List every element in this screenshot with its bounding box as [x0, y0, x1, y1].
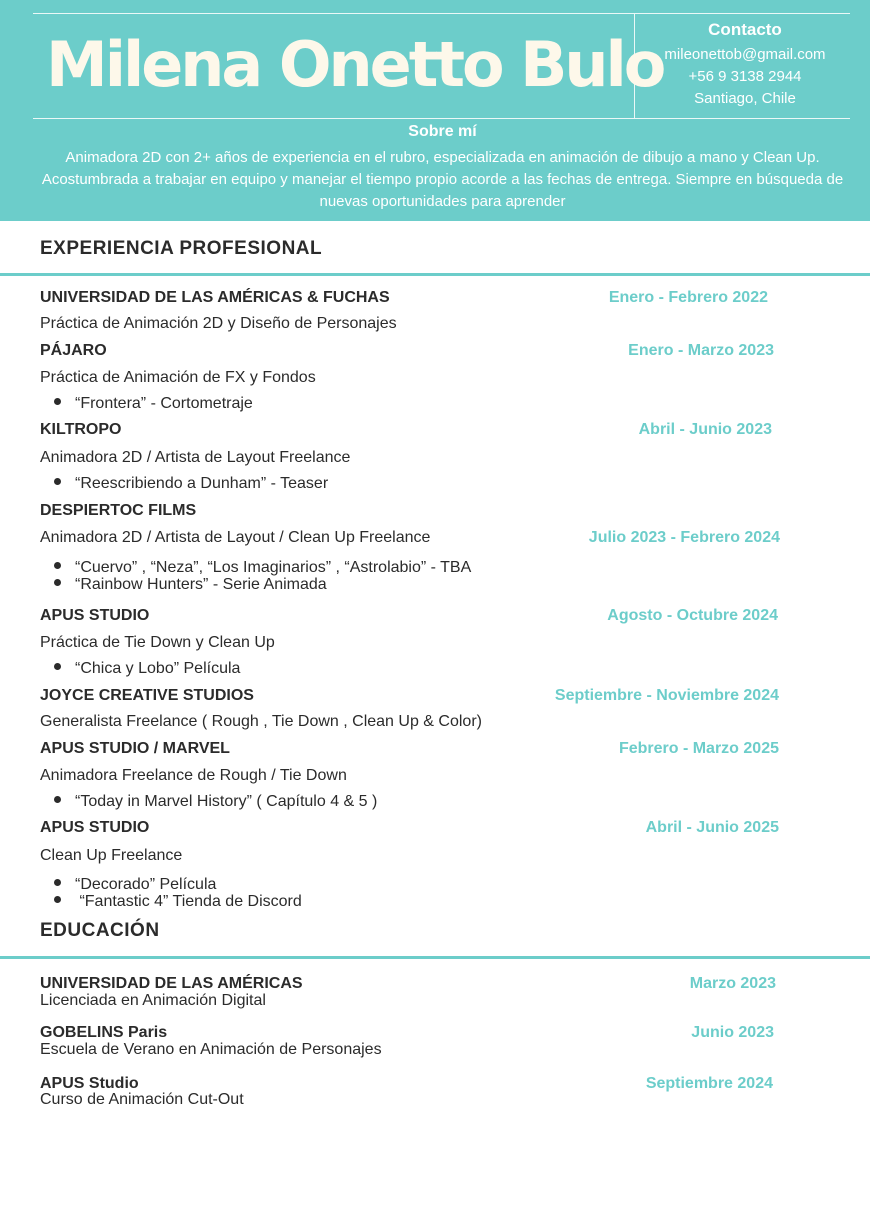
experience-company: APUS STUDIO — [40, 607, 150, 624]
contact-location: Santiago, Chile — [694, 90, 796, 107]
experience-company: JOYCE CREATIVE STUDIOS — [40, 687, 254, 704]
experience-role: Clean Up Freelance — [40, 847, 183, 864]
experience-bullet: “Fantastic 4” Tienda de Discord — [54, 893, 302, 911]
experience-title: EXPERIENCIA PROFESIONAL — [40, 238, 323, 259]
education-date: Junio 2023 — [691, 1024, 774, 1041]
experience-date: Febrero - Marzo 2025 — [618, 740, 779, 757]
experience-role: Animadora 2D / Artista de Layout / Clean Up Freelance — [40, 529, 431, 546]
experience-date: Septiembre - Noviembre 2024 — [554, 687, 779, 704]
education-school: UNIVERSIDAD DE LAS AMÉRICAS — [40, 975, 303, 992]
person-name: Milena Onetto Bulo — [46, 28, 664, 101]
experience-rule — [0, 273, 870, 276]
experience-role: Animadora Freelance de Rough / Tie Down — [40, 767, 347, 784]
experience-bullet: “Cuervo” , “Neza”, “Los Imaginarios” , “Astrolabio” - TBA — [54, 559, 471, 577]
experience-date: Agosto - Octubre 2024 — [607, 607, 778, 624]
education-title: EDUCACIÓN — [40, 920, 160, 941]
experience-company: PÁJARO — [40, 342, 107, 359]
contact-phone[interactable]: +56 9 3138 2944 — [688, 68, 802, 85]
education-degree: Licenciada en Animación Digital — [40, 992, 266, 1009]
header-top-rule — [33, 13, 850, 14]
experience-bullet: “Frontera” - Cortometraje — [54, 395, 253, 413]
experience-company: DESPIERTOC FILMS — [40, 502, 197, 519]
experience-company: KILTROPO — [40, 421, 122, 438]
experience-role: Práctica de Animación de FX y Fondos — [40, 369, 316, 386]
education-school: APUS Studio — [40, 1075, 139, 1092]
education-degree: Curso de Animación Cut-Out — [40, 1091, 244, 1108]
experience-bullet: “Today in Marvel History” ( Capítulo 4 & 5 ) — [54, 793, 377, 811]
experience-bullet: “Reescribiendo a Dunham” - Teaser — [54, 475, 328, 493]
experience-company: APUS STUDIO / MARVEL — [40, 740, 230, 757]
about-text: Animadora 2D con 2+ años de experiencia en el rubro, especializada en animación de dibujo a mano y Clean Up. Acostumbrada a trabajar en equipo y manejar el tiempo propio acorde a las fechas de entrega. Siempre en búsqueda de nuevas oportunidades para aprender — [41, 149, 844, 210]
contact-title: Contacto — [708, 20, 782, 39]
about-block — [40, 123, 845, 213]
education-school: GOBELINS Paris — [40, 1024, 168, 1041]
experience-role: Práctica de Animación 2D y Diseño de Personajes — [40, 315, 397, 332]
experience-role: Generalista Freelance ( Rough , Tie Down , Clean Up & Color) — [40, 713, 482, 730]
education-rule — [0, 956, 870, 959]
experience-date: Enero - Marzo 2023 — [628, 342, 774, 359]
experience-date: Julio 2023 - Febrero 2024 — [588, 529, 780, 546]
experience-company: APUS STUDIO — [40, 819, 150, 836]
experience-date: Abril - Junio 2023 — [638, 421, 772, 438]
experience-bullet: “Decorado” Película — [54, 876, 216, 894]
education-date: Marzo 2023 — [689, 975, 776, 992]
header-banner — [0, 0, 870, 221]
experience-role: Animadora 2D / Artista de Layout Freelance — [40, 449, 351, 466]
experience-bullet: “Chica y Lobo” Película — [54, 660, 240, 678]
contact-block — [640, 20, 850, 110]
experience-date: Abril - Junio 2025 — [645, 819, 779, 836]
contact-email[interactable]: mileonettob@gmail.com — [664, 46, 826, 63]
education-date: Septiembre 2024 — [645, 1075, 773, 1092]
experience-date: Enero - Febrero 2022 — [608, 289, 768, 306]
about-title: Sobre mí — [408, 123, 477, 140]
experience-bullet: “Rainbow Hunters” - Serie Animada — [54, 576, 327, 594]
header-mid-rule — [33, 118, 850, 119]
education-degree: Escuela de Verano en Animación de Personajes — [40, 1041, 382, 1058]
experience-company: UNIVERSIDAD DE LAS AMÉRICAS & FUCHAS — [40, 289, 390, 306]
experience-role: Práctica de Tie Down y Clean Up — [40, 634, 275, 651]
